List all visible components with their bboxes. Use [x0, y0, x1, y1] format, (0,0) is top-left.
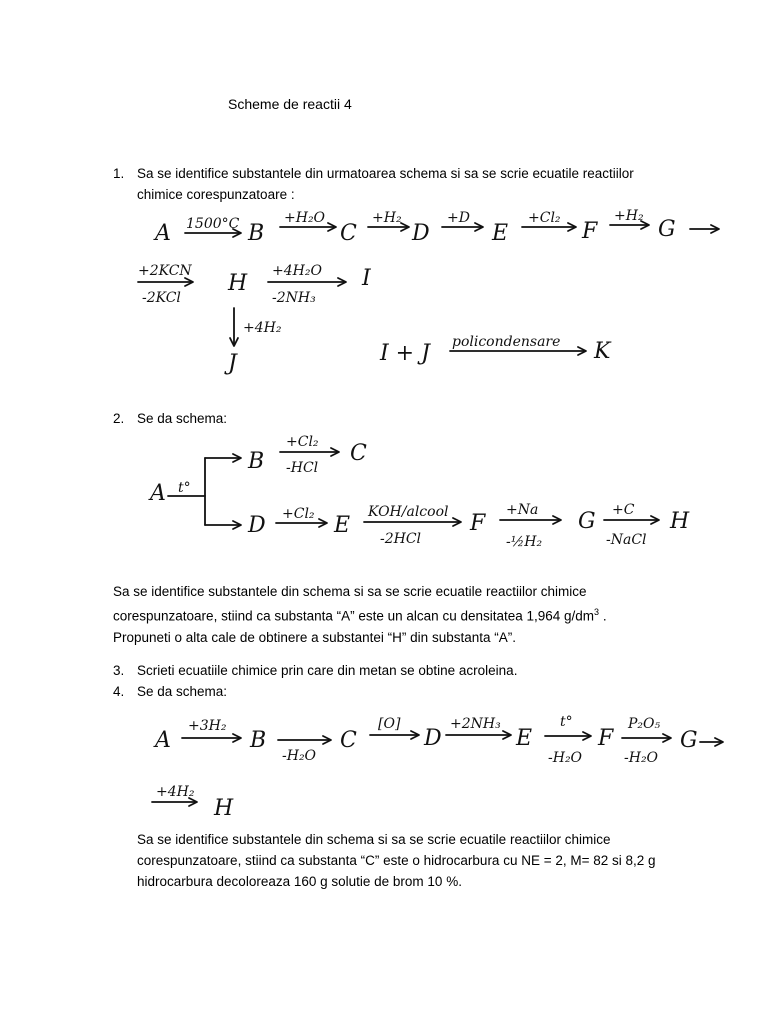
question-text: Sa se identifice substantele din urmatoarea schema si sa se scrie ecuatile reactiilor — [137, 166, 634, 181]
arrow-label: +H₂ — [614, 208, 644, 224]
arrow-label: -H₂O — [548, 750, 583, 766]
arrow-label: -½H₂ — [506, 534, 543, 550]
species-F: F — [470, 511, 486, 536]
arrow-label: +3H₂ — [188, 718, 227, 734]
species-D: D — [248, 513, 266, 538]
species-C: C — [340, 221, 357, 246]
question-number: 3. — [113, 663, 125, 678]
paragraph-line: hidrocarbura decoloreaza 160 g solutie de brom 10 %. — [137, 874, 462, 889]
arrow-label: -NaCl — [606, 532, 647, 548]
question-text-cont: chimice corespunzatoare : — [137, 187, 295, 202]
arrow-label: +4H₂ — [243, 320, 282, 336]
question-number: 4. — [113, 684, 125, 699]
species-D: D — [412, 221, 430, 246]
arrow-label: -HCl — [286, 460, 319, 476]
question-text: Se da schema: — [137, 411, 228, 426]
species-H: H — [228, 271, 248, 296]
page-title: Scheme de reactii 4 — [228, 96, 352, 112]
arrow-label: [O] — [378, 716, 401, 732]
question-text: Scrieti ecuatiile chimice prin care din metan se obtine acroleina. — [137, 663, 518, 678]
arrow-label: +D — [447, 210, 470, 226]
species-B: B — [250, 728, 267, 753]
species-G: G — [680, 728, 698, 753]
species-E: E — [516, 726, 533, 751]
question-4-paragraph — [137, 829, 656, 892]
species-F: F — [598, 726, 614, 751]
species-I: I — [362, 266, 371, 291]
arrow-label: -2NH₃ — [272, 290, 316, 306]
arrow-label: policondensare — [452, 334, 561, 350]
arrow-label: +Cl₂ — [528, 210, 561, 226]
species-E: E — [334, 513, 351, 538]
question-number: 2. — [113, 411, 125, 426]
paragraph-line: Propuneti o alta cale de obtinere a substantei “H” din substanta “A”. — [113, 629, 516, 645]
arrow-label: +Cl₂ — [286, 434, 319, 450]
arrow-label: t° — [178, 480, 191, 496]
species-C: C — [340, 728, 357, 753]
species-H: H — [670, 509, 690, 534]
paragraph-line: Sa se identifice substantele din schema si sa se scrie ecuatile reactiilor chimice — [113, 584, 587, 599]
paragraph-line: Sa se identifice substantele din schema si sa se scrie ecuatile reactiilor chimice — [137, 832, 611, 847]
species-A: A — [150, 481, 166, 506]
arrow-label: +2KCN — [138, 263, 192, 279]
arrow-label: -2KCl — [142, 290, 181, 306]
arrow-label: KOH/alcool — [368, 504, 449, 520]
question-text: Se da schema: — [137, 684, 228, 699]
arrow-label: +Na — [506, 502, 539, 518]
species-B: B — [248, 221, 265, 246]
species-E: E — [492, 221, 509, 246]
arrow-label: +2NH₃ — [450, 716, 501, 732]
species-H: H — [214, 796, 234, 821]
arrow-label: +4H₂O — [272, 263, 322, 279]
species-K: K — [594, 339, 611, 364]
species-A: A — [155, 728, 171, 753]
arrow-label: -H₂O — [282, 748, 317, 764]
arrow-label: +Cl₂ — [282, 506, 315, 522]
arrow-label: +H₂O — [284, 210, 326, 226]
superscript: 3 — [594, 607, 600, 617]
paragraph-line: corespunzatoare, stiind ca substanta “C” este o hidrocarbura cu NE = 2, M= 82 si 8,2 g — [137, 853, 656, 868]
arrow-label: -2HCl — [380, 531, 422, 547]
species-I-plus-J: I + J — [380, 341, 430, 366]
arrow-label: +4H₂ — [156, 784, 195, 800]
species-F: F — [582, 219, 598, 244]
species-D: D — [424, 726, 442, 751]
species-B: B — [248, 449, 265, 474]
species-A: A — [155, 221, 171, 246]
question-number: 1. — [113, 166, 125, 181]
species-J: J — [228, 351, 237, 376]
species-G: G — [578, 509, 596, 534]
arrow-label: 1500°C — [186, 216, 240, 232]
paragraph-line: corespunzatoare, stiind ca substanta “A” este un alcan cu densitatea 1,964 $g/dm^3$ . — [113, 607, 607, 624]
arrow-label: -H₂O — [624, 750, 659, 766]
arrow-label: P₂O₅ — [628, 716, 661, 732]
species-C: C — [350, 441, 367, 466]
arrow-label: +C — [612, 502, 635, 518]
arrow-label: t° — [560, 714, 573, 730]
arrow-label: +H₂ — [372, 210, 402, 226]
species-G: G — [658, 217, 676, 242]
